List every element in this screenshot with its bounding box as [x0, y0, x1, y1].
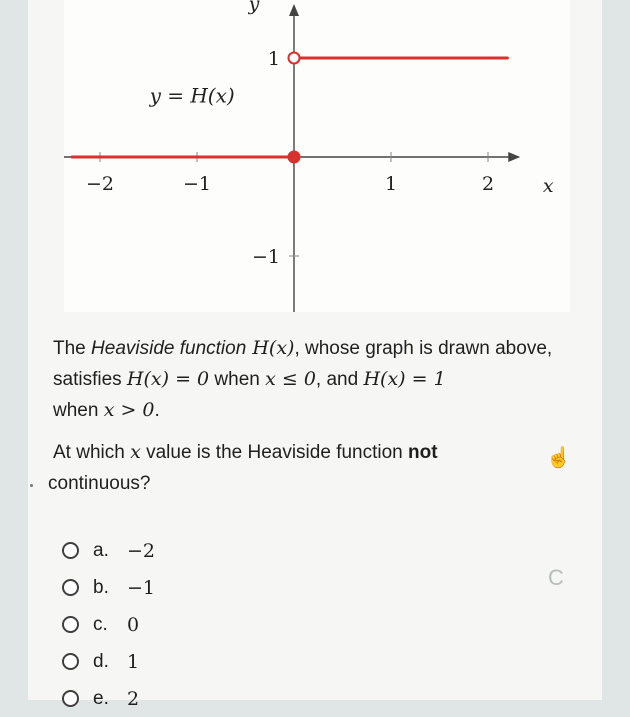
text: At which	[53, 442, 131, 463]
pointer-hand-icon: ☝	[546, 447, 571, 469]
text: when	[53, 400, 104, 421]
option-value: −1	[127, 576, 156, 599]
radio-d[interactable]	[62, 653, 79, 670]
radio-e[interactable]	[62, 690, 79, 707]
x-tick-label: −2	[85, 173, 115, 195]
answer-options	[62, 532, 155, 717]
math-x: x	[130, 441, 141, 463]
x-axis-label: x	[542, 175, 554, 197]
math-h0: H(x) = 0	[126, 368, 210, 390]
option-d[interactable]	[62, 643, 155, 680]
option-letter: d.	[93, 650, 109, 672]
closed-point	[289, 152, 300, 163]
text: , and	[315, 369, 364, 390]
option-value: 1	[127, 650, 140, 673]
option-value: 2	[127, 687, 140, 710]
function-label: y = H(x)	[149, 83, 235, 108]
y-tick-label: 1	[267, 48, 280, 70]
option-value: −2	[127, 539, 156, 562]
option-a[interactable]	[62, 532, 155, 569]
option-e[interactable]	[62, 680, 155, 717]
y-axis-label: y	[248, 0, 260, 15]
option-value: 0	[127, 613, 140, 636]
question-description	[53, 333, 573, 426]
radio-c[interactable]	[62, 616, 79, 633]
c-mark: C	[548, 565, 564, 590]
math-hx: H(x)	[246, 337, 295, 359]
option-letter: e.	[93, 687, 109, 709]
term-heaviside: Heaviside function	[91, 338, 247, 359]
x-tick-label: 2	[481, 173, 495, 195]
x-tick-label: −1	[182, 173, 212, 195]
question-prompt	[48, 437, 573, 499]
heaviside-graph	[64, 0, 570, 312]
math-cond2: x > 0	[103, 399, 155, 421]
x-axis-arrow	[508, 152, 520, 162]
option-letter: c.	[93, 613, 108, 635]
option-b[interactable]	[62, 569, 155, 606]
math-h1: H(x) = 1	[363, 368, 446, 390]
text: value is the Heaviside function	[140, 442, 409, 463]
y-tick-label: −1	[251, 246, 280, 268]
graph-area	[64, 0, 570, 312]
open-point	[289, 53, 300, 64]
option-letter: a.	[93, 539, 109, 561]
text: continuous?	[48, 473, 151, 494]
radio-b[interactable]	[62, 579, 79, 596]
y-axis-arrow	[289, 4, 299, 16]
text: .	[154, 400, 160, 421]
radio-a[interactable]	[62, 542, 79, 559]
option-letter: b.	[93, 576, 109, 598]
option-c[interactable]	[62, 606, 155, 643]
text: The	[53, 338, 92, 359]
x-tick-label: 1	[384, 173, 398, 195]
dot-mark	[30, 484, 33, 487]
text: , whose graph is drawn above, satisfies	[53, 338, 553, 390]
math-cond1: x ≤ 0	[265, 368, 316, 390]
emphasis-not: not	[408, 442, 438, 463]
text: when	[209, 369, 266, 390]
